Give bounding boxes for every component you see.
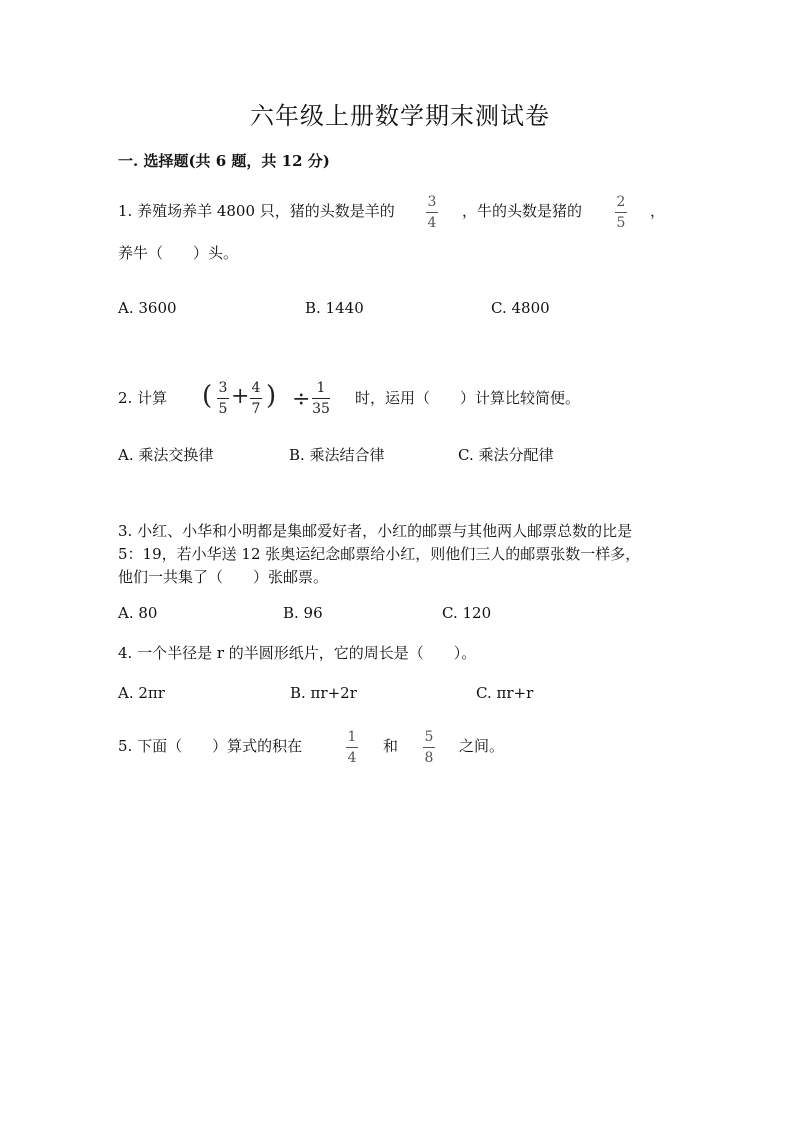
question-3-option-a[interactable]: A. 80 [118, 604, 158, 622]
question-3-text-line3: 他们一共集了（ ）张邮票。 [118, 568, 329, 586]
question-2-option-a[interactable]: A. 乘法交换律 [118, 446, 214, 464]
fraction-numerator: 1 [316, 380, 326, 396]
question-5-suffix: 之间。 [459, 737, 505, 755]
question-4-option-b[interactable]: B. πr+2r [290, 684, 357, 702]
fraction-bar [217, 398, 229, 399]
question-1-option-a[interactable]: A. 3600 [118, 299, 177, 317]
fraction-numerator: 3 [218, 380, 228, 396]
fraction-denominator: 8 [424, 750, 434, 766]
question-1-fraction-b [615, 194, 627, 231]
question-3-text-line1: 3. 小红、小华和小明都是集邮爱好者，小红的邮票与其他两人邮票总数的比是 [118, 522, 633, 540]
fraction-numerator: 4 [251, 380, 261, 396]
fraction-numerator: 5 [424, 729, 434, 745]
question-2-prefix: 2. 计算 [118, 389, 168, 407]
fraction-denominator: 4 [347, 750, 357, 766]
question-5-middle: 和 [383, 737, 399, 755]
page-title: 六年级上册数学期末测试卷 [250, 102, 550, 130]
fraction-bar [312, 398, 330, 399]
question-1-option-b[interactable]: B. 1440 [305, 299, 364, 317]
question-1-fraction-a [426, 194, 438, 231]
question-4-option-a[interactable]: A. 2πr [118, 684, 165, 702]
question-2-open-paren: ( [202, 381, 213, 411]
question-2-plus: + [231, 384, 250, 409]
fraction-denominator: 35 [312, 401, 330, 417]
fraction-denominator: 4 [427, 215, 437, 231]
question-4-option-c[interactable]: C. πr+r [476, 684, 534, 702]
question-2-option-b[interactable]: B. 乘法结合律 [289, 446, 385, 464]
question-3-option-c[interactable]: C. 120 [442, 604, 492, 622]
fraction-bar [615, 212, 627, 213]
question-2-fraction-a [217, 380, 229, 417]
fraction-bar [346, 747, 358, 748]
question-2-divide: ÷ [292, 387, 311, 412]
fraction-bar [426, 212, 438, 213]
question-5-fraction-a [346, 729, 358, 766]
question-1-option-c[interactable]: C. 4800 [491, 299, 550, 317]
question-5-fraction-b [423, 729, 435, 766]
question-1-text-end: ， [650, 202, 666, 220]
section-heading: 一. 选择题(共 6 题，共 12 分) [118, 152, 330, 170]
question-3-option-b[interactable]: B. 96 [283, 604, 323, 622]
question-2-suffix: 时，运用（ ）计算比较简便。 [355, 389, 581, 407]
question-2-fraction-c [312, 380, 330, 417]
question-2-option-c[interactable]: C. 乘法分配律 [458, 446, 554, 464]
fraction-numerator: 3 [427, 194, 437, 210]
question-2-fraction-b [250, 380, 262, 417]
question-3-text-line2: 5：19，若小华送 12 张奥运纪念邮票给小红，则他们三人的邮票张数一样多， [118, 545, 641, 563]
fraction-bar [250, 398, 262, 399]
fraction-bar [423, 747, 435, 748]
question-1-text-line2: 养牛（ ）头。 [118, 244, 239, 262]
fraction-denominator: 7 [251, 401, 261, 417]
fraction-numerator: 1 [347, 729, 357, 745]
fraction-numerator: 2 [616, 194, 626, 210]
question-1-text-middle: ，牛的头数是猪的 [462, 202, 583, 220]
question-4-text: 4. 一个半径是 r 的半圆形纸片，它的周长是（ ）。 [118, 644, 477, 662]
fraction-denominator: 5 [218, 401, 228, 417]
fraction-denominator: 5 [616, 215, 626, 231]
question-2-close-paren: ) [266, 381, 277, 411]
question-5-prefix: 5. 下面（ ）算式的积在 [118, 737, 303, 755]
question-1-text-start: 1. 养殖场养羊 4800 只，猪的头数是羊的 [118, 202, 395, 220]
